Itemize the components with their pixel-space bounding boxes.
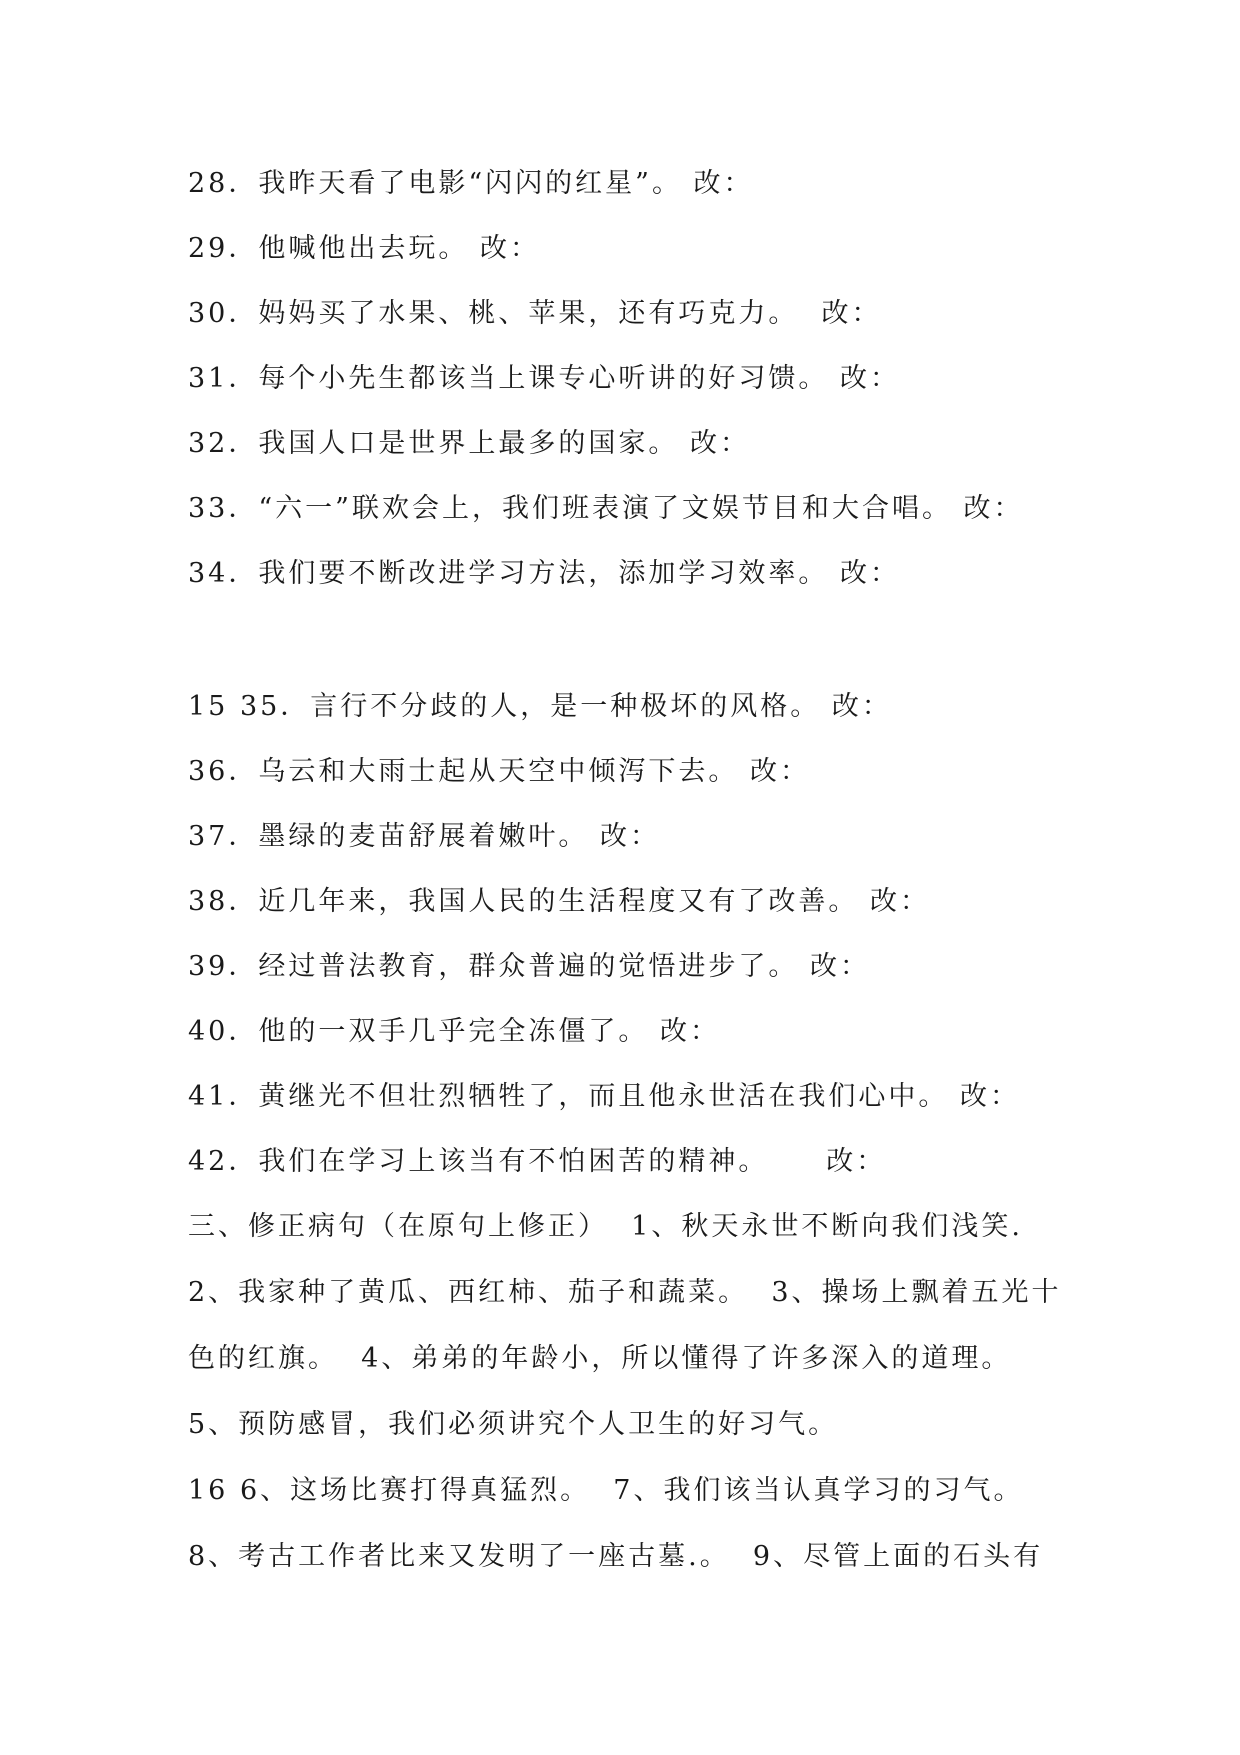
exercise-line-29: 29．他喊他出去玩。 改：: [188, 233, 540, 264]
correction-line: 2、我家种了黄瓜、西红柿、茄子和蔬菜。 3、操场上飘着五光十: [188, 1277, 1062, 1308]
correction-line: 色的红旗。 4、弟弟的年龄小，所以懂得了许多深入的道理。: [188, 1343, 1012, 1374]
exercise-line-35: 15 35．言行不分歧的人，是一种极坏的风格。 改：: [188, 691, 892, 722]
exercise-line-41: 41．黄继光不但壮烈牺牲了，而且他永世活在我们心中。 改：: [188, 1081, 1020, 1112]
exercise-line-28: 28．我昨天看了电影“闪闪的红星”。 改：: [188, 168, 754, 199]
correction-line: 5、预防感冒，我们必须讲究个人卫生的好习气。: [188, 1409, 839, 1440]
correction-line: 16 6、这场比赛打得真猛烈。 7、我们该当认真学习的习气。: [188, 1475, 1024, 1506]
exercise-line-30: 30．妈妈买了水果、桃、苹果，还有巧克力。 改：: [188, 298, 882, 329]
exercise-line-42: 42．我们在学习上该当有不怕困苦的精神。 改：: [188, 1146, 887, 1177]
exercise-line-32: 32．我国人口是世界上最多的国家。 改：: [188, 428, 750, 459]
correction-line: 8、考古工作者比来又发明了一座古墓.。 9、尽管上面的石头有: [188, 1541, 1044, 1572]
exercise-line-31: 31．每个小先生都该当上课专心听讲的好习馈。 改：: [188, 363, 900, 394]
exercise-line-34: 34．我们要不断改进学习方法，添加学习效率。 改：: [188, 558, 900, 589]
exercise-line-37: 37．墨绿的麦苗舒展着嫩叶。 改：: [188, 821, 660, 852]
section-three-line: 三、修正病句（在原句上修正） 1、秋天永世不断向我们浅笑.: [188, 1211, 1023, 1242]
exercise-line-36: 36．乌云和大雨士起从天空中倾泻下去。 改：: [188, 756, 810, 787]
exercise-line-40: 40．他的一双手几乎完全冻僵了。 改：: [188, 1016, 720, 1047]
exercise-line-39: 39．经过普法教育，群众普遍的觉悟进步了。 改：: [188, 951, 870, 982]
exercise-line-38: 38．近几年来，我国人民的生活程度又有了改善。 改：: [188, 886, 930, 917]
exercise-line-33: 33．“六一”联欢会上，我们班表演了文娱节目和大合唱。 改：: [188, 493, 1024, 524]
